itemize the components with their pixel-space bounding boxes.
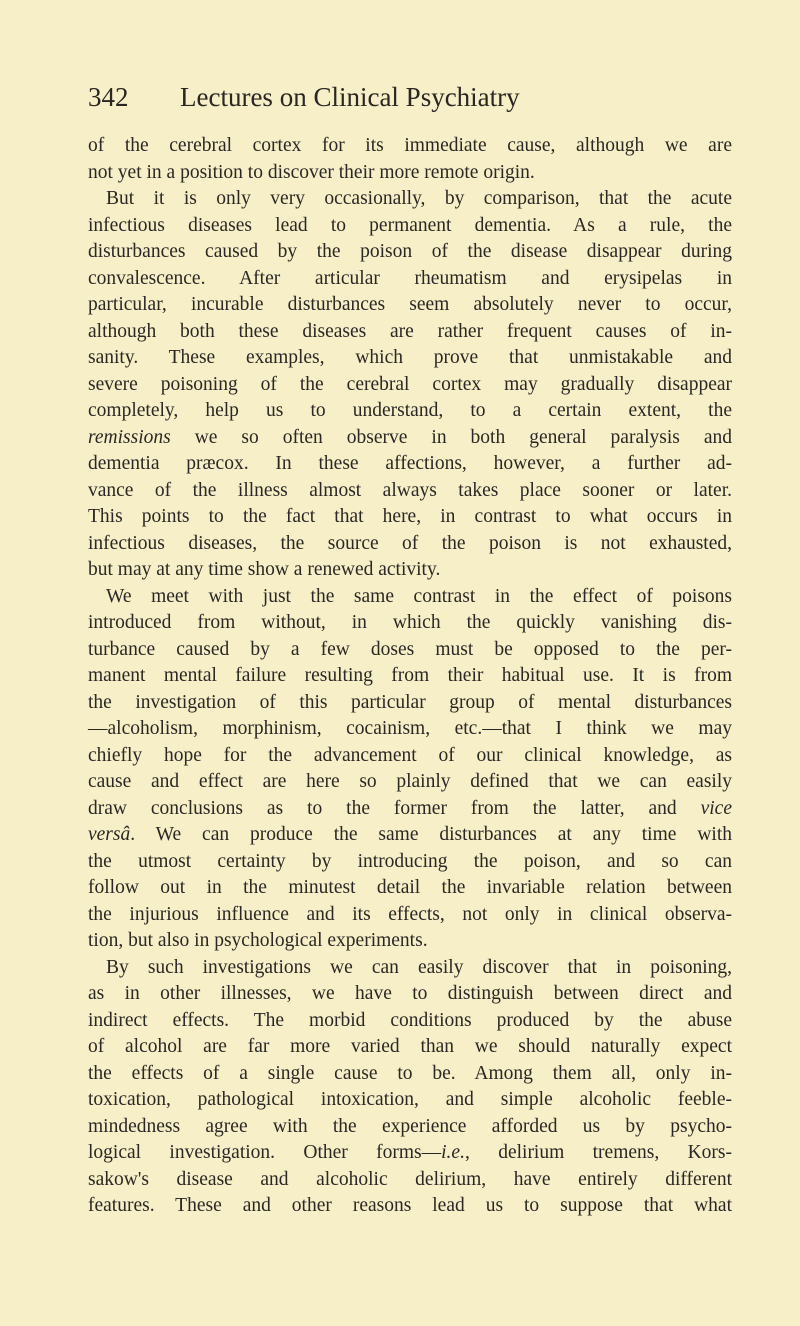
text-line	[88, 213, 732, 240]
text-line	[88, 160, 732, 187]
text-segment: severe poisoning of the cerebral cortex may gradually disappear	[88, 373, 732, 395]
text-line	[88, 133, 732, 160]
text-line	[88, 398, 732, 425]
text-segment: sanity. These examples, which prove that unmistakable and	[88, 347, 732, 368]
text-line	[88, 1167, 732, 1194]
text-line	[88, 531, 732, 558]
text-line	[88, 610, 732, 637]
italic-text: vice	[700, 797, 732, 819]
text-line	[88, 743, 732, 770]
text-line	[88, 1114, 732, 1141]
text-line	[88, 849, 732, 876]
text-segment: convalescence. After articular rheumatism and erysipelas in	[88, 267, 732, 289]
text-line	[88, 1008, 732, 1035]
text-segment: draw conclusions as to the former from the latter, and	[88, 797, 701, 819]
text-segment: but may at any time show a renewed activity.	[88, 559, 441, 580]
text-segment: mindedness agree with the experience afforded us by psycho-	[88, 1115, 732, 1137]
text-segment: manent mental failure resulting from their habitual use. It is from	[88, 665, 732, 686]
text-segment: indirect effects. The morbid conditions produced by the abuse	[88, 1009, 732, 1031]
text-segment: We meet with just the same contrast in the effect of poisons	[106, 585, 732, 607]
text-line	[88, 319, 732, 346]
italic-text: i.e.	[441, 1142, 465, 1163]
text-line	[88, 1193, 732, 1220]
text-segment: This points to the fact that here, in contrast to what occurs in	[88, 506, 732, 527]
text-line	[88, 796, 732, 823]
text-line	[88, 981, 732, 1008]
text-segment: follow out in the minutest detail the invariable relation between	[88, 877, 732, 898]
text-segment: not yet in a position to discover their more remote origin.	[88, 161, 535, 183]
text-line	[88, 769, 732, 796]
text-segment: of the cerebral cortex for its immediate cause, although we are	[88, 135, 732, 156]
text-line	[88, 637, 732, 664]
text-segment: we so often observe in both general paralysis and	[170, 426, 732, 448]
text-line	[88, 928, 732, 955]
text-line	[88, 1034, 732, 1061]
text-segment: infectious diseases lead to permanent dementia. As a rule, the	[88, 214, 732, 236]
text-segment: the utmost certainty by introducing the poison, and so can	[88, 850, 732, 872]
text-segment: vance of the illness almost always takes place sooner or later.	[88, 479, 732, 501]
text-line	[88, 478, 732, 505]
text-segment: introduced from without, in which the quickly vanishing dis-	[88, 612, 732, 633]
running-title: Lectures on Clinical Psychiatry	[180, 82, 520, 112]
text-segment: features. These and other reasons lead us to suppose that what	[88, 1195, 732, 1216]
text-line	[88, 504, 732, 531]
text-segment: . We can produce the same disturbances at any time with	[130, 824, 732, 845]
text-segment: By such investigations we can easily discover that in poisoning,	[106, 956, 732, 978]
text-line	[88, 186, 732, 213]
text-line	[88, 902, 732, 929]
text-line	[88, 1140, 732, 1167]
text-segment: —alcoholism, morphinism, cocainism, etc.—that I think we may	[88, 718, 732, 739]
text-line	[88, 292, 732, 319]
text-segment: toxication, pathological intoxication, and simple alcoholic feeble-	[88, 1089, 732, 1110]
text-segment: of alcohol are far more varied than we should naturally expect	[88, 1036, 732, 1057]
text-segment: infectious diseases, the source of the poison is not exhausted,	[88, 532, 732, 554]
text-segment: disturbances caused by the poison of the disease disappear during	[88, 241, 732, 262]
text-segment: tion, but also in psychological experiments.	[88, 930, 428, 951]
text-line	[88, 372, 732, 399]
text-line	[88, 1061, 732, 1088]
text-line	[88, 557, 732, 584]
text-line	[88, 822, 732, 849]
text-segment: the injurious influence and its effects, not only in clinical observa-	[88, 903, 732, 925]
text-line	[88, 690, 732, 717]
text-line	[88, 266, 732, 293]
text-line	[88, 345, 732, 372]
text-line	[88, 1087, 732, 1114]
text-segment: the effects of a single cause to be. Among them all, only in-	[88, 1062, 732, 1084]
italic-text: remissions	[88, 426, 171, 448]
text-line	[88, 663, 732, 690]
text-segment: dementia præcox. In these affections, however, a further ad-	[88, 453, 732, 474]
text-segment: logical investigation. Other forms—	[88, 1142, 442, 1163]
italic-text: versâ	[88, 824, 131, 845]
text-segment: turbance caused by a few doses must be opposed to the per-	[88, 638, 732, 660]
text-segment: , delirium tremens, Kors-	[464, 1142, 732, 1163]
text-line	[88, 425, 732, 452]
page-number: 342	[88, 82, 129, 112]
text-line	[88, 239, 732, 266]
running-head	[88, 77, 648, 117]
text-line	[88, 584, 732, 611]
text-segment: completely, help us to understand, to a certain extent, the	[88, 400, 732, 421]
text-segment: the investigation of this particular group of mental disturbances	[88, 691, 732, 713]
body-text	[88, 133, 732, 1220]
text-segment: as in other illnesses, we have to distinguish between direct and	[88, 983, 732, 1004]
text-segment: although both these diseases are rather frequent causes of in-	[88, 320, 732, 342]
text-segment: chiefly hope for the advancement of our clinical knowledge, as	[88, 744, 732, 766]
text-segment: sakow's disease and alcoholic delirium, have entirely different	[88, 1168, 732, 1190]
text-line	[88, 451, 732, 478]
text-segment: particular, incurable disturbances seem absolutely never to occur,	[88, 294, 732, 315]
text-line	[88, 875, 732, 902]
text-segment: cause and effect are here so plainly defined that we can easily	[88, 771, 732, 792]
text-line	[88, 716, 732, 743]
text-line	[88, 955, 732, 982]
text-segment: But it is only very occasionally, by comparison, that the acute	[106, 188, 732, 209]
